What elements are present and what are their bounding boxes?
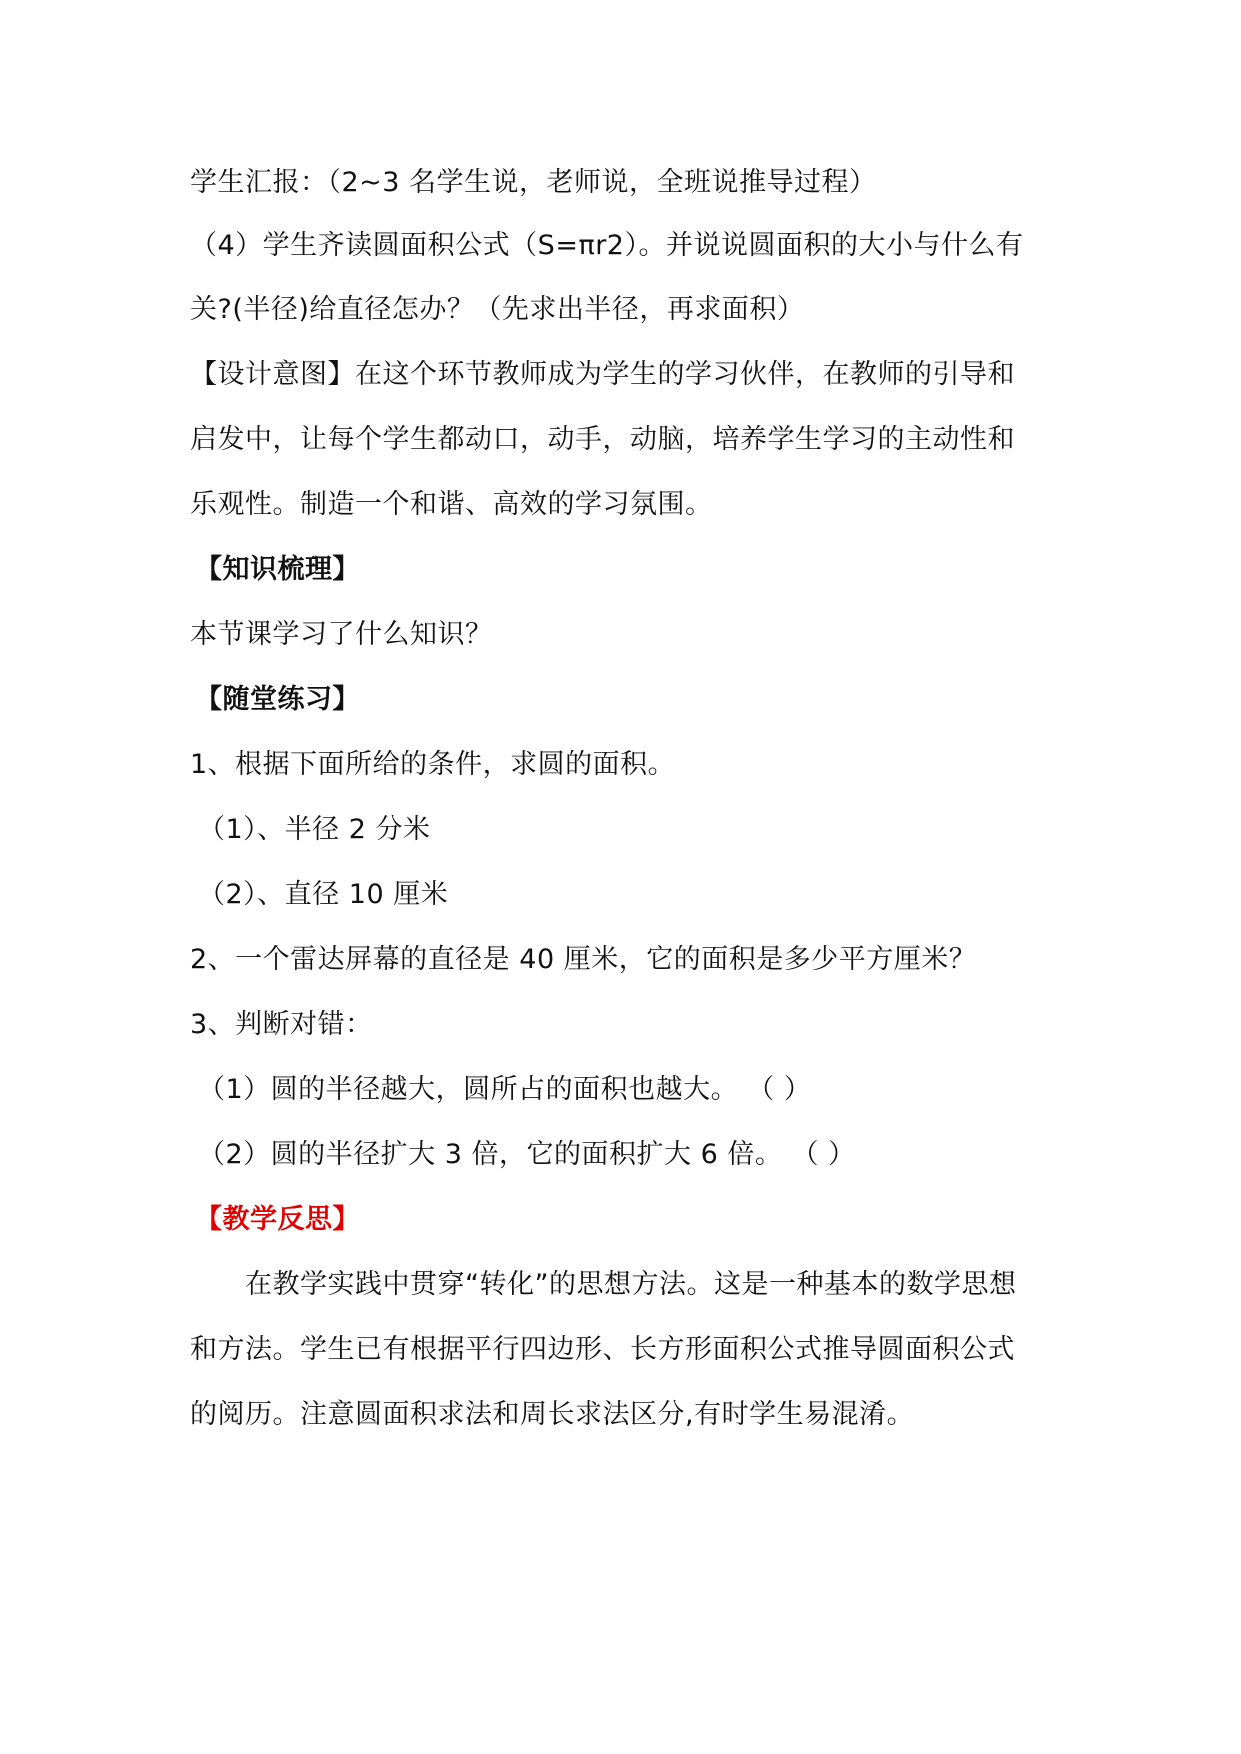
formula-line: （4）学生齐读圆面积公式（S=πr2）。并说说圆面积的大小与什么有	[190, 230, 1024, 261]
reflection-line-2: 和方法。学生已有根据平行四边形、长方形面积公式推导圆面积公式	[190, 1334, 1015, 1365]
section-heading-practice: 【随堂练习】	[195, 684, 360, 715]
section-heading-reflection: 【教学反思】	[195, 1204, 360, 1235]
exercise-2: 2、一个雷达屏幕的直径是 40 厘米，它的面积是多少平方厘米？	[190, 944, 977, 975]
reflection-line-3: 的阅历。注意圆面积求法和周长求法区分,有时学生易混淆。	[190, 1399, 915, 1430]
exercise-1-part-2: （2）、直径 10 厘米	[198, 879, 449, 910]
exercise-3-part-1: （1）圆的半径越大，圆所占的面积也越大。 （ ）	[198, 1074, 812, 1105]
exercise-3: 3、判断对错：	[190, 1009, 373, 1040]
exercise-3-part-2: （2）圆的半径扩大 3 倍，它的面积扩大 6 倍。 （ ）	[198, 1139, 856, 1170]
reflection-line-1: 在教学实践中贯穿“转化”的思想方法。这是一种基本的数学思想	[245, 1269, 1017, 1300]
report-line: 学生汇报：（2~3 名学生说，老师说，全班说推导过程）	[190, 167, 877, 198]
formula-line-cont: 关?(半径)给直径怎办？（先求出半径，再求面积）	[190, 294, 805, 325]
section-heading-knowledge: 【知识梳理】	[195, 554, 360, 585]
design-intent-line-2: 启发中，让每个学生都动口，动手，动脑，培养学生学习的主动性和	[190, 424, 1015, 455]
design-intent-line: 【设计意图】在这个环节教师成为学生的学习伙伴，在教师的引导和	[190, 359, 1015, 390]
exercise-1-part-1: （1）、半径 2 分米	[198, 814, 431, 845]
design-intent-line-3: 乐观性。制造一个和谐、高效的学习氛围。	[190, 489, 713, 520]
exercise-1: 1、根据下面所给的条件，求圆的面积。	[190, 749, 676, 780]
knowledge-question: 本节课学习了什么知识？	[190, 619, 493, 650]
